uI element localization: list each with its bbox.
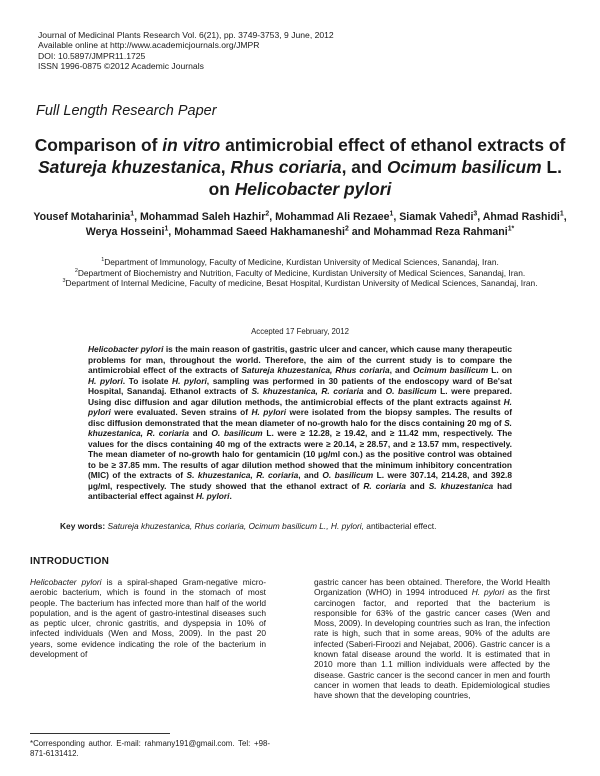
abstract-run: R. coriaria — [363, 480, 406, 491]
abstract-run: and — [363, 386, 386, 396]
abstract-run: L. were prepared. Using disc diffusion and agar dilution methods, the antimicrobial effects of the plant extracts against — [88, 386, 512, 407]
abstract-run: S. khuzestanica, R. coriaria — [251, 386, 364, 396]
paper-title — [30, 134, 570, 200]
abstract — [88, 344, 512, 502]
abstract-run: L. were 307.14, 214.28, and 392.8 µg/ml, respectively. The study showed that the ethanol extract of — [88, 470, 513, 491]
abstract-run: and — [189, 428, 212, 438]
intro-column-right — [314, 577, 550, 701]
abstract-run: were evaluated. Seven strains of — [110, 407, 252, 417]
abstract-run: H. pylori — [195, 491, 230, 501]
keywords-tail: antibacterial effect. — [363, 521, 437, 531]
abstract-run: L. on — [488, 365, 513, 375]
abstract-run: H. pylori — [88, 396, 512, 417]
abstract-run: , and — [298, 470, 323, 480]
title-part: Satureja khuzestanica — [38, 157, 221, 177]
corresponding-author-footnote: *Corresponding author. E-mail: rahmany191@gmail.com. Tel: +98-871-6131412. — [30, 739, 270, 758]
abstract-run: L. were ≥ 12.28, ≥ 19.42, and ≥ 11.42 mm, respectively. The values for the discs containing 40 mg of the extracts were ≥ 20.14, ≥ 28.57, and ≥ 13.57 mm, respectively. The mean diameter of no-growth halo for gentamicin (10 µg/ml con.) as the positive control was obtained to be ≥ 37.85 mm. The results of agar dilution method showed that the minimum inhibitory concentration (MIC) of the extracts of — [88, 428, 513, 480]
keywords-label: Key words: — [60, 521, 108, 531]
abstract-run: , sampling was performed in 30 patients of the endoscopy ward of Be'sat Hospital, Sanandaj. Ethanol extracts of — [88, 375, 512, 396]
issn: ISSN 1996-0875 ©2012 Academic Journals — [38, 61, 204, 72]
journal-citation: Journal of Medicinal Plants Research Vol. 6(21), pp. 3749-3753, 9 June, 2012 — [38, 30, 334, 40]
keywords-text: Satureja khuzestanica, Rhus coriaria, Ocimum basilicum L., H. pylori, — [107, 521, 364, 531]
author: Werya Hosseini$^1$, — [85, 225, 175, 238]
abstract-run: H. pylori — [88, 375, 123, 386]
affiliation: $^3$Department of Internal Medicine, Faculty of medicine, Besat Hospital, Kurdistan University of Medical Sciences, Sanandaj, Iran. — [62, 278, 538, 288]
abstract-run: S. khuzestanica, R. coriaria — [88, 417, 512, 438]
intro-right-run: as the first carcinogen factor, and reported that the bacterium is responsible for 63% of the gastric cancer cases (Wen and Moss, 2009). In developing countries such as Iran, the infection rate is high, such that in some areas, 90% of the adults are infected (Saberi-Firoozi and Nejabat, 2006). Gastric cancer is a known fatal disease around the world. It is estimated that in 2010 more than 1.1 million individuals were affected by the disease. Gastric cancer is the second cancer in men and fourth cancer in women that leads to death. Epidemiological studies have shown that the developing countries, — [314, 587, 550, 701]
intro-left-run: Helicobacter pylori — [30, 577, 102, 587]
author: Ahmad Rashidi$^1$, — [482, 210, 567, 223]
abstract-run: Satureja khuzestanica, Rhus coriaria — [241, 365, 390, 375]
abstract-run: and — [405, 480, 429, 491]
abstract-run: O. basilicum — [211, 428, 263, 438]
abstract-run: S. khuzestanica — [428, 480, 494, 491]
accepted-date: Accepted 17 February, 2012 — [251, 327, 349, 336]
abstract-run: H. pylori — [251, 407, 287, 417]
abstract-run: . To isolate — [122, 375, 173, 386]
keywords — [60, 521, 550, 532]
paper-type: Full Length Research Paper — [36, 103, 217, 119]
abstract-run: , and — [389, 365, 414, 375]
title-part: , and — [341, 157, 387, 177]
abstract-run: O. basilicum — [322, 470, 374, 480]
author: Mohammad Saleh Hazhir$^2$, — [139, 210, 276, 223]
title-part: , — [220, 157, 231, 177]
affiliations — [48, 257, 552, 289]
abstract-run: were isolated from the biopsy samples. The results of disc diffusion demonstrated that the mean diameter of no-growth halo for the discs containing 20 mg of — [88, 407, 512, 428]
affiliation: $^1$Department of Immunology, Faculty of Medicine, Kurdistan University of Medical Sciences, Sanandaj, Iran. — [101, 257, 499, 267]
intro-left-run: is a spiral-shaped Gram-negative micro-aerobic bacterium, which is found in the stomach of most people. The bacterium has infected more than half of the world population, and is the agent of gastro-intestinal diseases such as peptic ulcer, chronic gastritis, and dyspepsia in 10% of infected individuals (Wen and Moss, 2009). In the past 20 years, some evidence indicating the role of the bacterium in development of — [30, 577, 266, 660]
author: Mohammad Saeed Hakhamaneshi$^2$ and — [174, 225, 374, 238]
author: Siamak Vahedi$^3$, — [399, 210, 483, 223]
intro-column-left — [30, 577, 266, 659]
title-part: antimicrobial effect of ethanol extracts of — [220, 135, 566, 155]
title-part: in vitro — [162, 135, 221, 155]
author: Yousef Motaharinia$^1$, — [33, 210, 140, 223]
abstract-run: Ocimum basilicum — [413, 365, 489, 375]
author: Mohammad Reza Rahmani$^{1*}$ — [373, 225, 515, 238]
journal-url: Available online at http://www.academicjournals.org/JMPR — [38, 40, 260, 51]
doi: DOI: 10.5897/JMPR11.1725 — [38, 50, 146, 61]
affiliation: $^2$Department of Biochemistry and Nutrition, Faculty of Medicine, Kurdistan University of Medical Sciences, Sanandaj, Iran. — [74, 267, 526, 278]
author: Mohammad Ali Rezaee$^1$, — [275, 210, 400, 223]
intro-right-run: gastric cancer has been obtained. Therefore, the World Health Organization (WHO) in 1994 introduced — [314, 577, 550, 598]
author-list — [30, 210, 570, 240]
footnote-divider — [30, 733, 170, 734]
title-part: Ocimum basilicum — [387, 157, 542, 177]
abstract-run: is the main reason of gastritis, gastric ulcer and cancer, which cause many therapeutic problems for man, throughout the world. Therefore, the aim of the current study is to compare the antimicrobial effect of the extracts of — [88, 344, 512, 375]
title-part: L. on — [208, 157, 562, 199]
section-heading-introduction: INTRODUCTION — [30, 556, 110, 567]
title-part: Helicobacter pylori — [234, 179, 392, 199]
abstract-run: H. pylori — [172, 375, 207, 386]
abstract-run: . — [229, 491, 232, 501]
abstract-run: S. khuzestanica, R. coriaria — [186, 470, 299, 480]
title-part: Comparison of — [34, 135, 163, 155]
intro-right-run: H. pylori — [471, 587, 505, 598]
abstract-run: O. basilicum — [385, 386, 437, 396]
journal-header — [38, 30, 334, 72]
abstract-run: Helicobacter pylori — [88, 344, 164, 354]
title-part: Rhus coriaria — [230, 157, 342, 177]
abstract-run: had antibacterial effect against — [88, 480, 513, 501]
